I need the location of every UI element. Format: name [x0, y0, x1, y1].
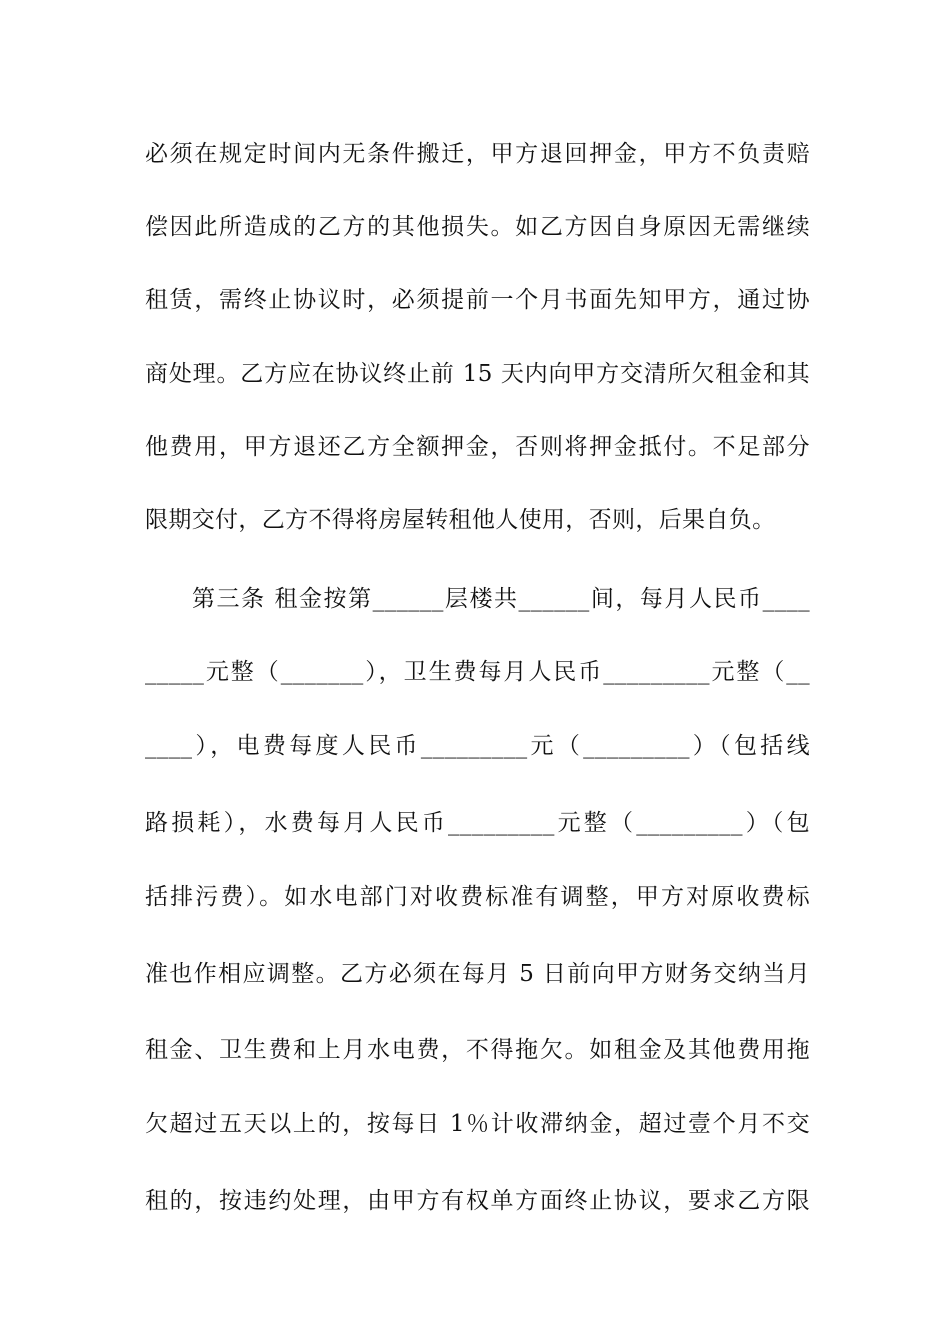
- text-line: 准也作相应调整。乙方必须在每月 5 日前向甲方财务交纳当月: [145, 961, 810, 987]
- text-line: 括排污费）。如水电部门对收费标准有调整，甲方对原收费标: [145, 884, 810, 910]
- text-line: 租赁，需终止协议时，必须提前一个月书面先知甲方，通过协: [145, 287, 810, 313]
- text-line: ____），电费每度人民币_________元（_________）（包括线: [145, 733, 810, 759]
- text-line: _____元整（_______），卫生费每月人民币_________元整（__: [145, 659, 810, 685]
- text-line: 租金、卫生费和上月水电费，不得拖欠。如租金及其他费用拖: [145, 1037, 810, 1063]
- article-3-first-line: 第三条 租金按第______层楼共______间，每月人民币____: [192, 586, 810, 612]
- text-line: 租的，按违约处理，由甲方有权单方面终止协议，要求乙方限: [145, 1188, 810, 1214]
- text-line: 偿因此所造成的乙方的其他损失。如乙方因自身原因无需继续: [145, 214, 810, 240]
- text-line: 限期交付，乙方不得将房屋转租他人使用，否则，后果自负。: [145, 507, 776, 533]
- text-line: 欠超过五天以上的，按每日 1％计收滞纳金，超过壹个月不交: [145, 1111, 810, 1137]
- text-line: 他费用，甲方退还乙方全额押金，否则将押金抵付。不足部分: [145, 434, 810, 460]
- text-line: 必须在规定时间内无条件搬迁，甲方退回押金，甲方不负责赔: [145, 141, 810, 167]
- text-line: 商处理。乙方应在协议终止前 15 天内向甲方交清所欠租金和其: [145, 361, 810, 387]
- text-line: 路损耗），水费每月人民币_________元整（_________）（包: [145, 810, 810, 836]
